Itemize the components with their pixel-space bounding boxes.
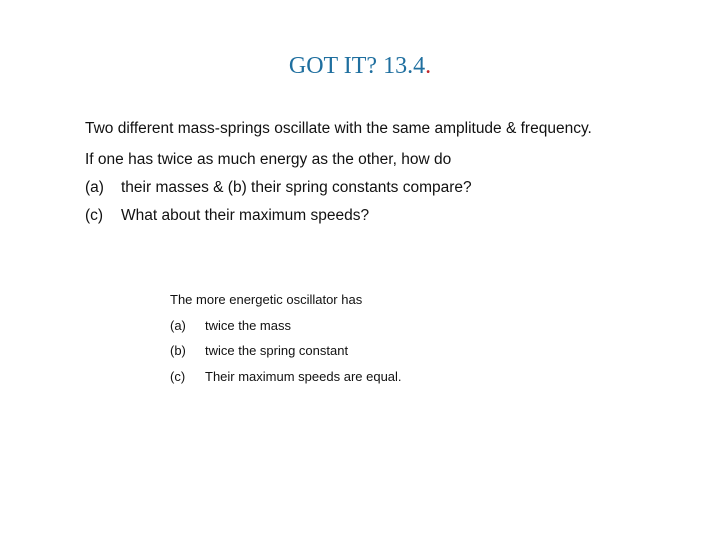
answer-item-text: Their maximum speeds are equal. bbox=[205, 369, 402, 384]
answer-intro: The more energetic oscillator has bbox=[170, 292, 363, 307]
slide-title bbox=[0, 50, 720, 82]
answer-item-label: (a) bbox=[170, 318, 186, 333]
answer-item-label: (c) bbox=[170, 369, 186, 384]
question-part-a bbox=[85, 178, 472, 198]
question-part-c-label: (c) bbox=[85, 207, 104, 224]
slide-title-text: GOT IT? 13.4 bbox=[288, 53, 426, 79]
question-part-c-text: What about their maximum speeds? bbox=[121, 207, 370, 224]
answer-item bbox=[170, 368, 402, 386]
slide-title-period: . bbox=[425, 53, 432, 79]
question-line-1: Two different mass-springs oscillate with the same amplitude & frequency. bbox=[85, 120, 592, 137]
question-part-a-text: their masses & (b) their spring constants compare? bbox=[121, 179, 472, 196]
question-part-a-label: (a) bbox=[85, 179, 104, 196]
question-line-2: If one has twice as much energy as the other, how do bbox=[85, 151, 452, 168]
answer-item-text: twice the mass bbox=[205, 318, 291, 333]
answer-item bbox=[170, 342, 348, 360]
answer-item-label: (b) bbox=[170, 343, 186, 358]
answer-item-text: twice the spring constant bbox=[205, 343, 349, 358]
question-part-c bbox=[85, 206, 369, 226]
answer-item bbox=[170, 317, 291, 335]
